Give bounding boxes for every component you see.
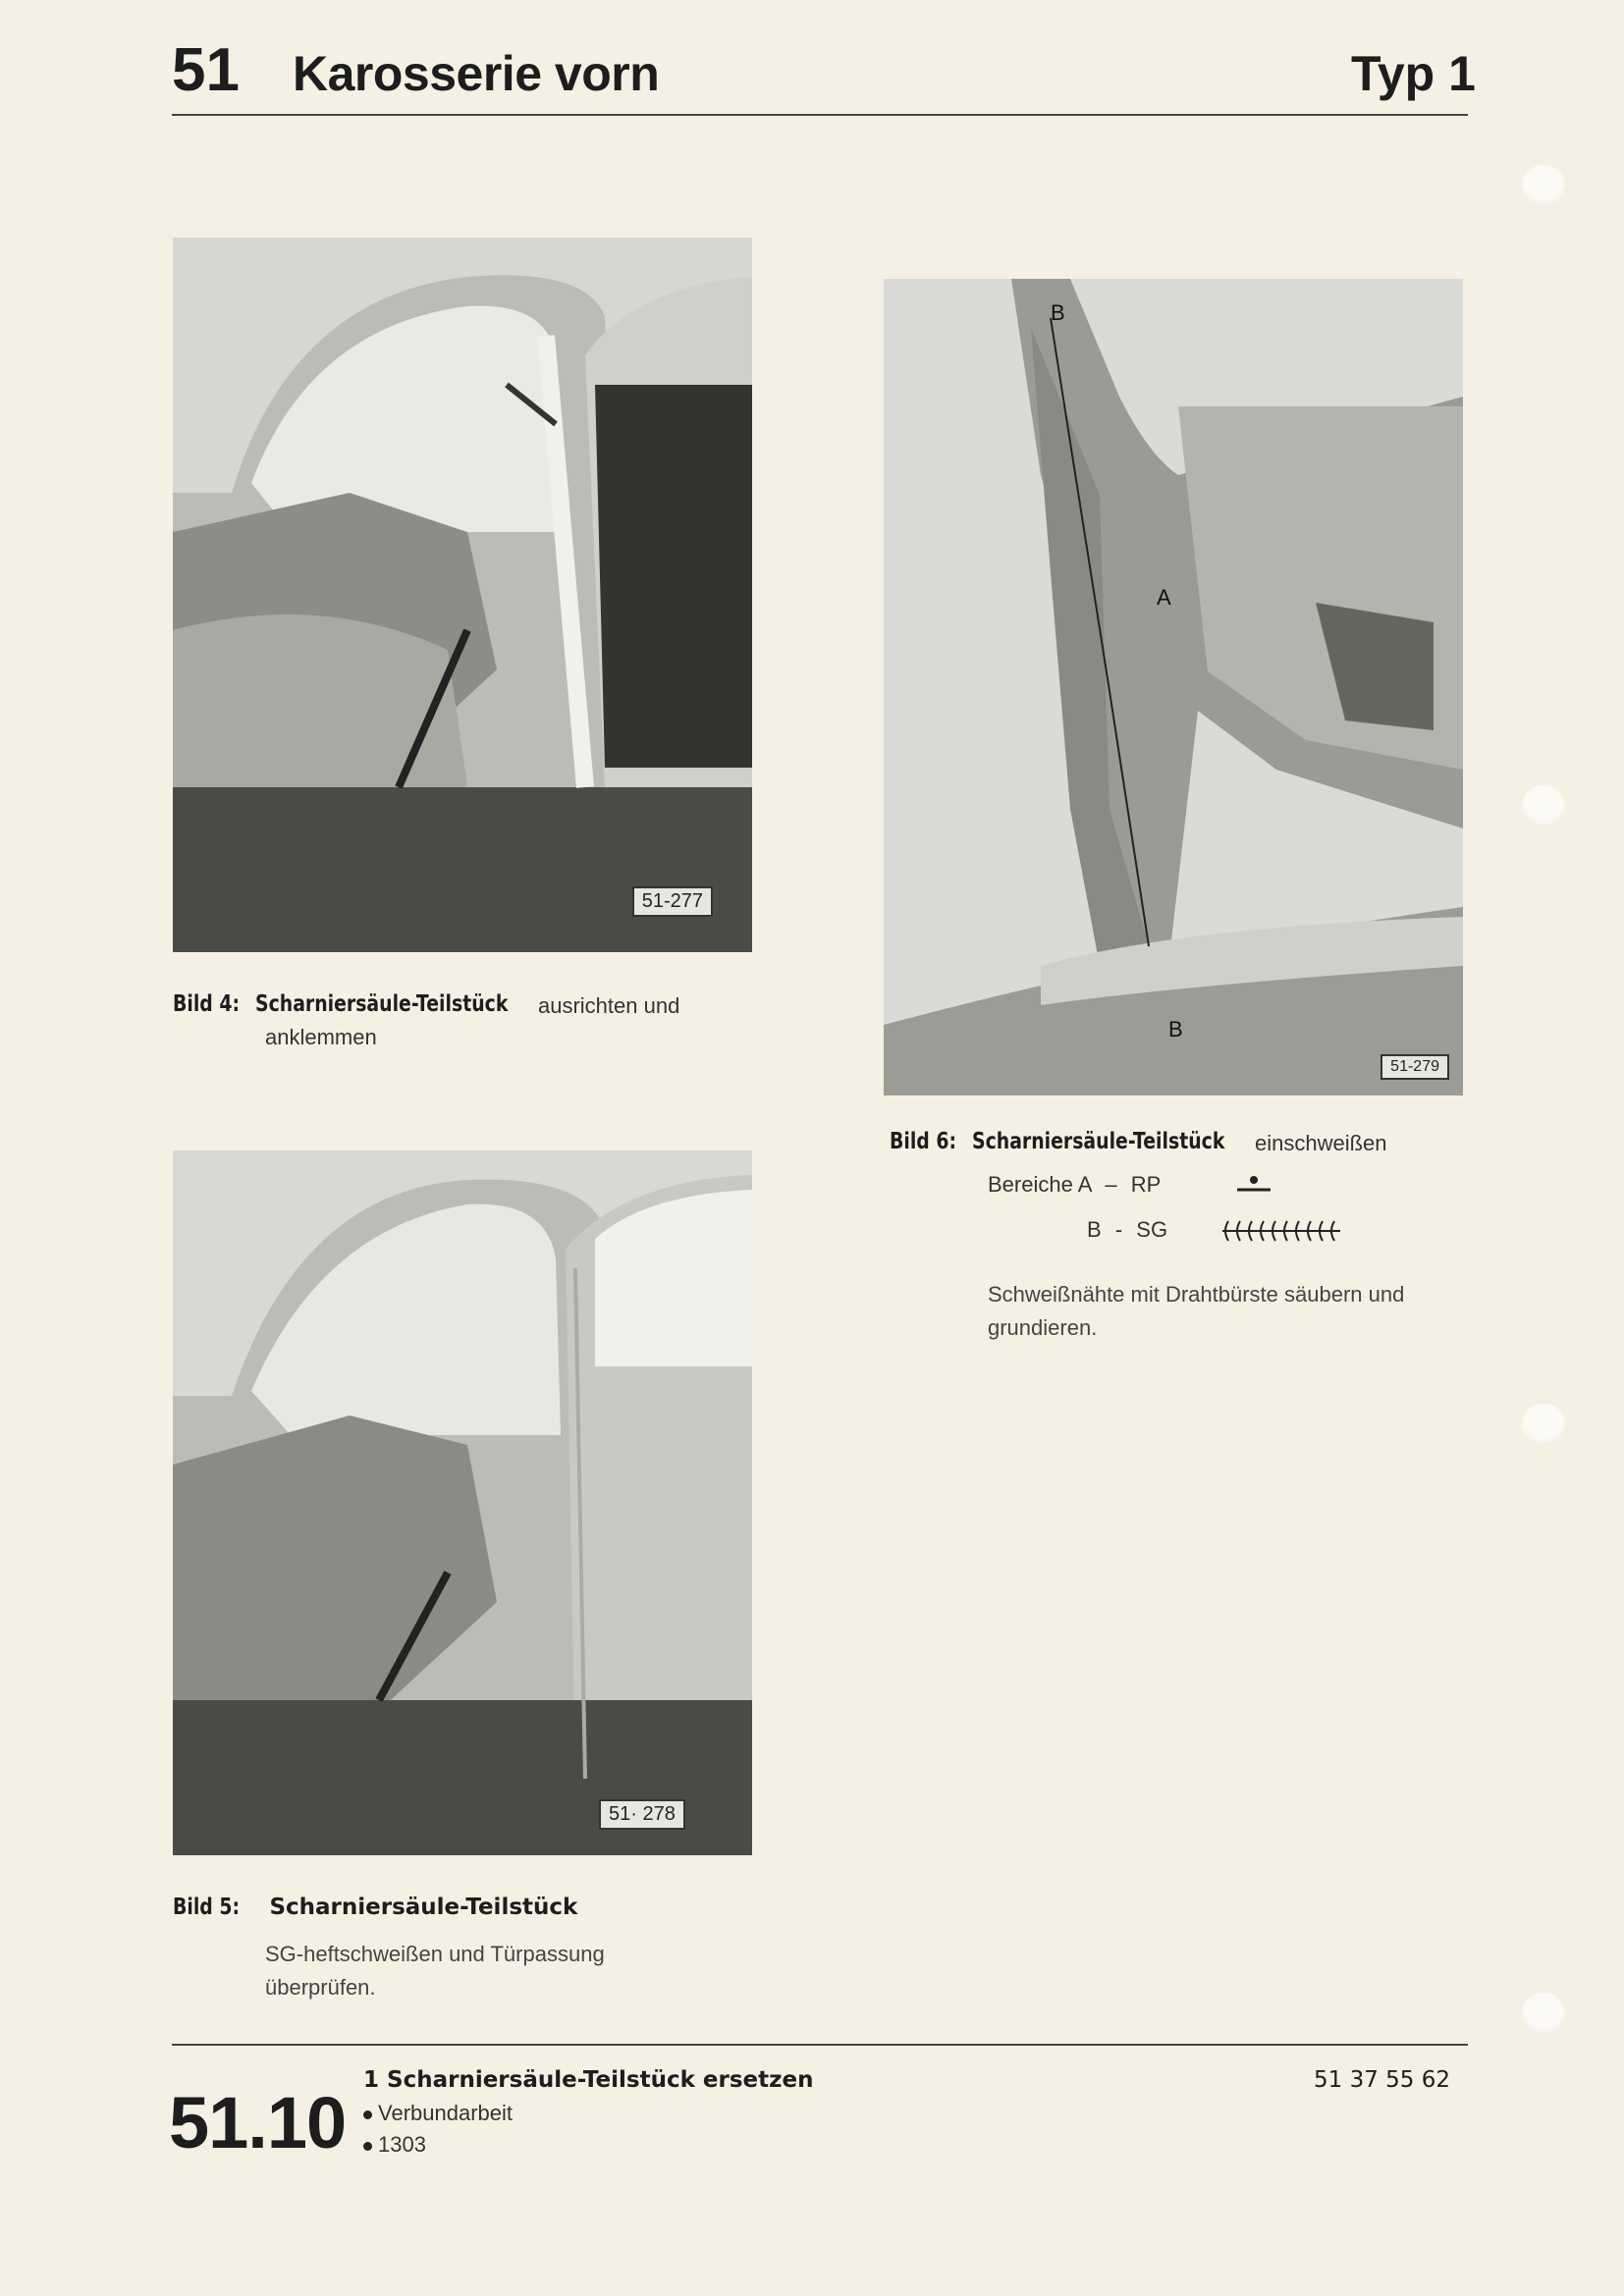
marker-a: A	[1157, 585, 1171, 610]
weld-note	[988, 1278, 1479, 1345]
caption-label: Bild 6:	[890, 1129, 957, 1154]
footer-divider	[172, 2044, 1468, 2046]
spot-weld-icon	[1233, 1172, 1274, 1196]
legend-row-sg	[1087, 1217, 1342, 1253]
punch-hole	[1522, 165, 1565, 208]
photo-id-label: 51· 278	[599, 1799, 685, 1830]
marker-b-top: B	[1051, 300, 1065, 325]
bullet-icon	[363, 2142, 372, 2151]
seam-weld-icon	[1218, 1215, 1346, 1245]
section-number: 51	[172, 36, 240, 104]
caption-bild-5	[173, 1895, 723, 2000]
car-body-illustration	[173, 1150, 752, 1855]
footer-item-text: Verbundarbeit	[378, 2101, 513, 2125]
caption-label: Bild 4:	[173, 991, 241, 1017]
doc-code	[1314, 2067, 1450, 2093]
photo-id-label: 51-277	[632, 886, 713, 917]
legend-dash: -	[1114, 1217, 1123, 1242]
caption-text-line: SG-heftschweißen und Türpassung	[265, 1942, 605, 1966]
caption-bild-4	[173, 991, 723, 1049]
footer-item-text: 1303	[378, 2132, 426, 2157]
legend-dash: –	[1105, 1172, 1117, 1197]
legend-code: RP	[1130, 1172, 1162, 1197]
header-divider	[172, 114, 1468, 116]
legend-row-rp	[988, 1172, 1302, 1207]
caption-heading: Scharniersäule-Teilstück	[269, 1895, 578, 1920]
legend-code: SG	[1136, 1217, 1168, 1242]
caption-label: Bild 5:	[173, 1895, 241, 1920]
punch-hole	[1522, 1404, 1565, 1447]
hinge-pillar-illustration	[884, 279, 1463, 1095]
caption-text-continued: anklemmen	[265, 1025, 377, 1049]
page-number: 51.10	[169, 2082, 347, 2163]
caption-text	[265, 1938, 605, 2004]
photo-bild-6	[884, 279, 1463, 1095]
footer-title-text: 1 Scharniersäule-Teilstück ersetzen	[363, 2067, 814, 2093]
page-title: Karosserie vorn	[293, 46, 660, 101]
photo-id-label: 51-279	[1380, 1054, 1449, 1080]
legend-area: Bereiche A	[988, 1172, 1092, 1197]
footer-item-code	[363, 2132, 426, 2158]
doc-code-text: 51 37 55 62	[1314, 2067, 1450, 2093]
photo-bild-5	[173, 1150, 752, 1855]
punch-hole	[1522, 785, 1565, 828]
caption-text: einschweißen	[1255, 1131, 1387, 1155]
photo-bild-4	[173, 238, 752, 952]
caption-bild-6	[890, 1129, 1479, 1154]
footer-item-verbundarbeit	[363, 2101, 513, 2126]
caption-text: ausrichten und	[538, 993, 680, 1018]
caption-heading: Scharniersäule-Teilstück	[972, 1129, 1225, 1154]
legend-area: B	[1087, 1217, 1102, 1242]
punch-hole	[1522, 1993, 1565, 2036]
bullet-icon	[363, 2110, 372, 2119]
car-body-illustration	[173, 238, 752, 952]
marker-b-bottom: B	[1168, 1017, 1183, 1041]
footer-title	[363, 2067, 813, 2093]
vehicle-type: Typ 1	[1351, 46, 1476, 101]
caption-heading: Scharniersäule-Teilstück	[255, 991, 509, 1017]
weld-note-line: grundieren.	[988, 1315, 1098, 1340]
caption-text-line: überprüfen.	[265, 1975, 376, 2000]
weld-note-line: Schweißnähte mit Drahtbürste säubern und	[988, 1282, 1405, 1307]
